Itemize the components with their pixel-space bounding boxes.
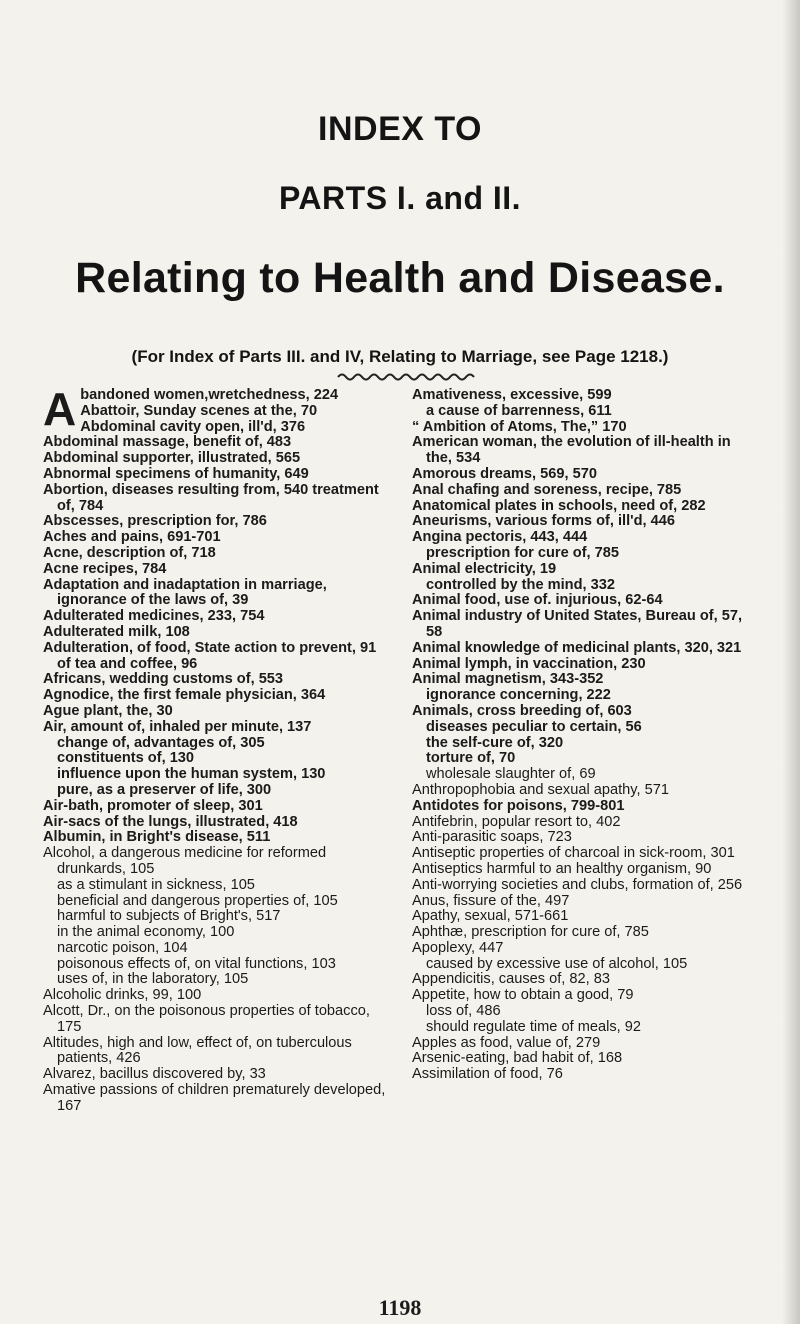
index-entry: Aphthæ, prescription for cure of, 785 [412,924,649,941]
index-entry: Adulterated milk, 108 [43,623,190,640]
index-entry: Acne, description of, 718 [43,544,216,561]
drop-cap: A [43,383,77,435]
index-entry: Amativeness, excessive, 599 [412,387,612,403]
index-entry: Animal industry of United States, Bureau of, 57, 58 [412,608,743,640]
index-entry: Antiseptics harmful to an healthy organism, 90 [412,860,712,877]
index-entry: diseases peculiar to certain, 56 [426,718,642,735]
index-column-left [43,383,388,1115]
index-entry: Animals, cross breeding of, 603 [412,702,632,719]
index-entry: wholesale slaughter of, 69 [426,766,596,783]
index-entry: Assimilation of food, 76 [412,1066,563,1083]
index-entry: Angina pectoris, 443, 444 [412,529,588,546]
index-entry: harmful to subjects of Bright's, 517 [57,908,281,925]
index-entry: ignorance concerning, 222 [426,687,611,704]
index-entry: loss of, 486 [426,1003,501,1020]
first-entry-line: Abdominal cavity open, ill'd, 376 [80,418,306,435]
index-entry: Animal knowledge of medicinal plants, 320, 321 [412,639,742,656]
index-entry: Amative passions of children prematurely developed, 167 [43,1082,386,1114]
index-entry: Amorous dreams, 569, 570 [412,465,597,482]
page-title: Relating to Health and Disease. [75,254,725,302]
page-number: 1198 [378,1295,422,1320]
index-entry: Alcott, Dr., on the poisonous properties of tobacco, 175 [43,1003,370,1035]
heading-index-to: INDEX TO [318,110,482,148]
index-entry: Appendicitis, causes of, 82, 83 [412,971,610,988]
index-entry: Ague plant, the, 30 [43,702,173,719]
first-entry-line: bandoned women,wretchedness, 224 [80,387,339,403]
index-entry: Adulterated medicines, 233, 754 [43,608,265,625]
index-entry: Abscesses, prescription for, 786 [43,513,267,530]
index-entry: should regulate time of meals, 92 [426,1018,641,1035]
index-entry: Air-sacs of the lungs, illustrated, 418 [43,813,298,830]
index-entry: Alcoholic drinks, 99, 100 [43,987,202,1004]
index-entry: Adulteration, of food, State action to prevent, 91 [43,639,377,656]
index-entry: of tea and coffee, 96 [57,655,198,672]
index-entry: pure, as a preserver of life, 300 [57,781,272,798]
index-entry: Abortion, diseases resulting from, 540 treatment of, 784 [43,481,379,514]
index-entry: Air, amount of, inhaled per minute, 137 [43,718,312,735]
index-entry: prescription for cure of, 785 [426,544,620,561]
index-entry: Africans, wedding customs of, 553 [43,671,284,688]
page-edge-shadow [782,0,800,1324]
index-entry: Appetite, how to obtain a good, 79 [412,987,634,1004]
index-entry: constituents of, 130 [57,750,195,767]
index-entry: Altitudes, high and low, effect of, on tuberculous patients, 426 [43,1034,352,1067]
index-entry: Acne recipes, 784 [43,560,167,577]
index-column-right [412,388,757,1083]
cross-reference-note: (For Index of Parts III. and IV, Relating to Marriage, see Page 1218.) [131,347,669,366]
index-entry: Anti-parasitic soaps, 723 [412,829,572,846]
index-entry: Animal electricity, 19 [412,560,557,577]
index-entry: Anatomical plates in schools, need of, 282 [412,497,706,514]
index-entry: Apathy, sexual, 571-661 [412,908,569,925]
index-entry: Alcohol, a dangerous medicine for reformed drunkards, 105 [43,845,327,877]
index-entry: controlled by the mind, 332 [426,576,615,593]
index-entry: a cause of barrenness, 611 [426,402,612,419]
index-entry: Animal food, use of. injurious, 62-64 [412,592,663,609]
index-entry: narcotic poison, 104 [57,939,188,956]
index-entry: Antidotes for poisons, 799-801 [412,797,625,814]
index-list-right [412,388,757,1083]
index-list-left [43,435,388,1114]
index-entry: Aneurisms, various forms of, ill'd, 446 [412,513,675,530]
index-entry: Animal magnetism, 343-352 [412,671,604,688]
first-entry-line: Abattoir, Sunday scenes at the, 70 [80,402,318,419]
index-entry: influence upon the human system, 130 [57,766,326,783]
index-entry: caused by excessive use of alcohol, 105 [426,955,688,972]
index-entry: Arsenic-eating, bad habit of, 168 [412,1050,623,1067]
index-entry: poisonous effects of, on vital functions, 103 [57,955,336,972]
index-entry: Animal lymph, in vaccination, 230 [412,655,646,672]
index-entry: Air-bath, promoter of sleep, 301 [43,797,263,814]
index-entry: change of, advantages of, 305 [57,734,265,751]
index-entry: uses of, in the laboratory, 105 [57,971,249,988]
index-entry: in the animal economy, 100 [57,924,235,941]
index-entry: as a stimulant in sickness, 105 [57,876,255,893]
index-entry: Albumin, in Bright's disease, 511 [43,829,271,846]
index-entry: Alvarez, bacillus discovered by, 33 [43,1066,266,1083]
index-entry: Anthropophobia and sexual apathy, 571 [412,781,669,798]
index-entry: Abnormal specimens of humanity, 649 [43,465,309,482]
index-entry: torture of, 70 [426,750,516,767]
index-entry: Abdominal supporter, illustrated, 565 [43,450,301,467]
index-entry: Apples as food, value of, 279 [412,1034,601,1051]
index-entry: Antiseptic properties of charcoal in sick-room, 301 [412,845,735,862]
index-entry: Anti-worrying societies and clubs, formation of, 256 [412,876,743,893]
wavy-rule-ornament [336,372,476,382]
index-entry: Apoplexy, 447 [412,939,504,956]
index-entry: Agnodice, the first female physician, 364 [43,687,326,704]
index-entry: the self-cure of, 320 [426,734,564,751]
index-entry: Abdominal massage, benefit of, 483 [43,434,292,451]
index-entry: “ Ambition of Atoms, The,” 170 [412,418,627,435]
first-entry-block [43,383,388,435]
index-entry: Anus, fissure of the, 497 [412,892,570,909]
index-entry: Antifebrin, popular resort to, 402 [412,813,621,830]
index-entry: Anal chafing and soreness, recipe, 785 [412,481,682,498]
index-entry: Adaptation and inadaptation in marriage, ignorance of the laws of, 39 [43,576,327,609]
index-entry: American woman, the evolution of ill-health in the, 534 [412,434,731,467]
heading-parts: PARTS I. and II. [278,180,522,216]
index-entry: Aches and pains, 691-701 [43,529,221,546]
index-entry: beneficial and dangerous properties of, 105 [57,892,338,909]
